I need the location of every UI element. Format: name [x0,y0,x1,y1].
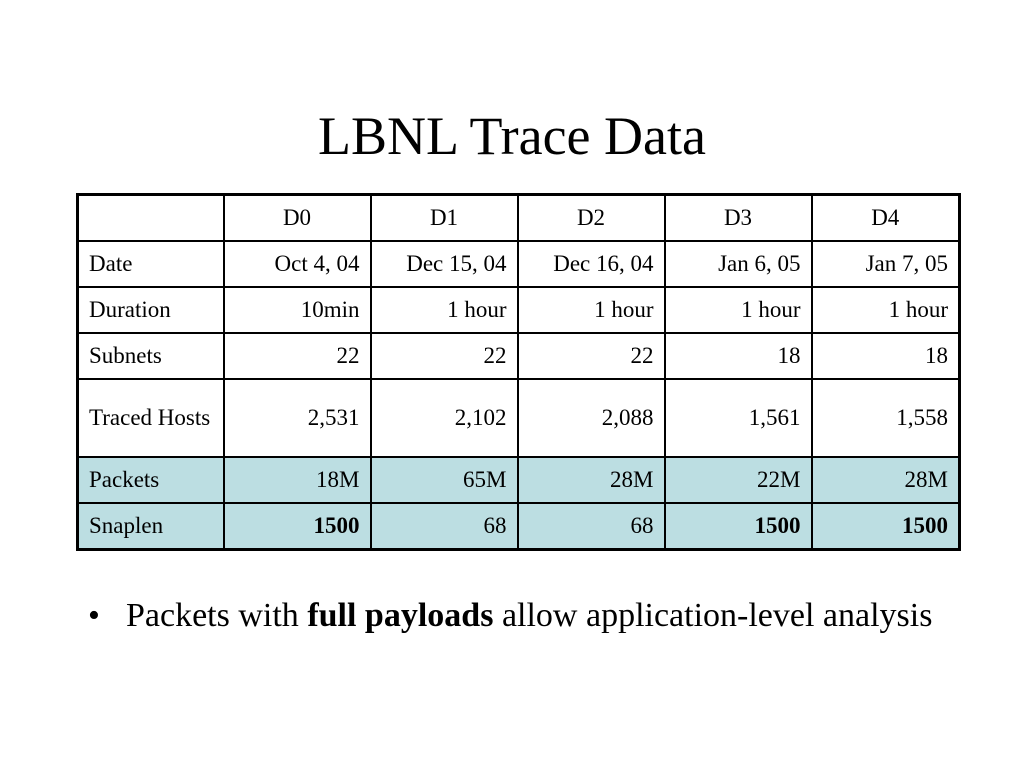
header-cell-empty [78,195,224,242]
table-row-snaplen [78,503,960,550]
table-cell: 2,102 [371,379,518,457]
table-cell: 18 [665,333,812,379]
table-cell: 28M [518,457,665,503]
table-cell: Dec 15, 04 [371,241,518,287]
row-label: Snaplen [78,503,224,550]
table-cell: 2,088 [518,379,665,457]
table-cell: 1,561 [665,379,812,457]
header-cell-d0: D0 [224,195,371,242]
header-cell-d2: D2 [518,195,665,242]
row-label: Packets [78,457,224,503]
table-cell: 2,531 [224,379,371,457]
row-label: Date [78,241,224,287]
header-cell-d4: D4 [812,195,960,242]
table-cell: 28M [812,457,960,503]
table-cell: 22M [665,457,812,503]
table-cell: 68 [518,503,665,550]
table-cell: Oct 4, 04 [224,241,371,287]
header-cell-d1: D1 [371,195,518,242]
table-cell: 1,558 [812,379,960,457]
table-cell: 18M [224,457,371,503]
table-cell: 1500 [665,503,812,550]
table-cell: 18 [812,333,960,379]
table-row-date [78,241,960,287]
table-cell: 22 [371,333,518,379]
bullet-text-after: allow application-level analysis [493,597,933,634]
table-cell: 22 [224,333,371,379]
table-cell: 65M [371,457,518,503]
bullet-text [126,597,958,635]
row-label: Subnets [78,333,224,379]
table-header-row [78,195,960,242]
table-row-packets [78,457,960,503]
bullet-text-before: Packets with [126,597,308,634]
bullet-point [88,597,958,635]
table-cell: 1500 [812,503,960,550]
slide-title: LBNL Trace Data [318,106,706,166]
table-row-traced-hosts [78,379,960,457]
trace-data-table [76,193,961,551]
table-row-duration [78,287,960,333]
table-cell: 1 hour [518,287,665,333]
table-row-subnets [78,333,960,379]
table-cell: Jan 6, 05 [665,241,812,287]
bullet-text-bold: full payloads [307,597,494,634]
table-cell: 1 hour [371,287,518,333]
table-cell: 1 hour [665,287,812,333]
table-cell: Dec 16, 04 [518,241,665,287]
table-cell: 1 hour [812,287,960,333]
bullet-icon: • [88,597,100,634]
row-label: Traced Hosts [78,379,224,457]
table-cell: 68 [371,503,518,550]
row-label: Duration [78,287,224,333]
table-cell: 10min [224,287,371,333]
table-cell: 1500 [224,503,371,550]
table-cell: Jan 7, 05 [812,241,960,287]
header-cell-d3: D3 [665,195,812,242]
table-cell: 22 [518,333,665,379]
